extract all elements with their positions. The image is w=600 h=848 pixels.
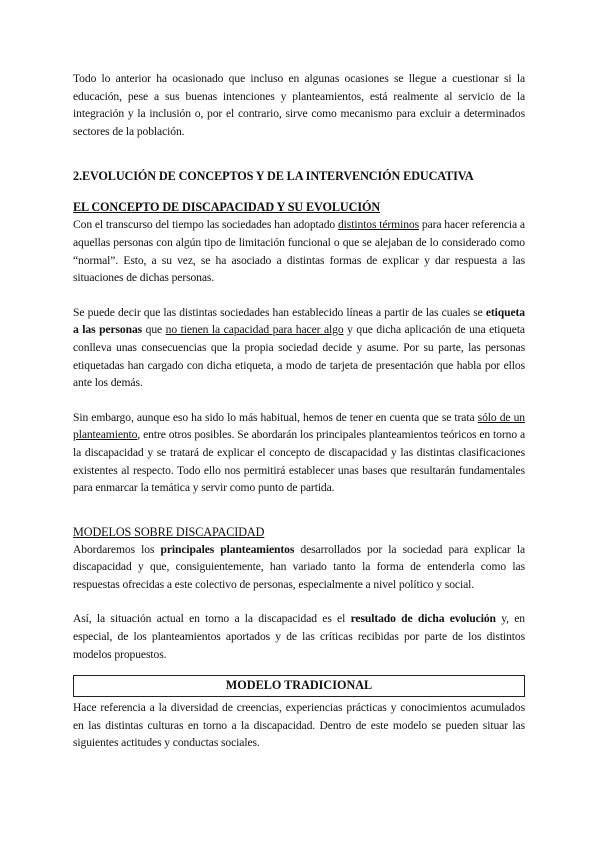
bold-term: resultado de dicha evolución — [350, 612, 496, 626]
modelos-paragraph-1 — [73, 541, 525, 594]
modelos-heading: MODELOS SOBRE DISCAPACIDAD — [73, 524, 265, 539]
bold-term: principales planteamientos — [160, 542, 295, 556]
text-run: Sin embargo, aunque eso ha sido lo más habitual, hemos de tener en cuenta que se trata — [73, 410, 478, 424]
concepto-heading: EL CONCEPTO DE DISCAPACIDAD Y SU EVOLUCIÓN — [73, 200, 381, 215]
text-run: para hacer referencia a aquellas personas con algún tipo de limitación funcional o que se alejaban de lo considerado como “normal”. Esto, a su vez, se ha asociado a distintas formas de explicar y dar respuesta a las situaciones de dichas personas. — [73, 218, 525, 285]
intro-paragraph: Todo lo anterior ha ocasionado que incluso en algunas ocasiones se llegue a cuestionar si la educación, pese a sus buenas intenciones y planteamientos, está realmente al servicio de la integración y la inclusión o, por el contrario, sirve como mecanismo para excluir a determinados sectores de la población. — [73, 72, 525, 138]
modelos-paragraph-2 — [73, 610, 525, 663]
text-run: , entre otros posibles. Se abordarán los principales planteamientos teóricos en torno a la discapacidad y se tratará de explicar el concepto de discapacidad y las distintas clasificaciones existentes al respecto. Todo ello nos permitirá establecer unas bases que resultarán fundamentales para enmarcar la temática y servir como punto de partida. — [73, 428, 525, 495]
text-run: Así, la situación actual en torno a la discapacidad es el — [73, 612, 351, 626]
modelo-tradicional-box: MODELO TRADICIONAL — [73, 675, 525, 697]
text-run: y, en especial, de los planteamientos aportados y de las críticas recibidas por parte de los distintos modelos propuestos. — [73, 612, 525, 661]
bold-term: etiqueta a las personas — [73, 305, 525, 337]
text-run: y que dicha aplicación de una etiqueta conlleva unas consecuencias que la propia sociedad decide y asume. Por su parte, las personas etiquetadas han cargado con dicha etiqueta, a modo de tarjeta de presentación que habla por ellos ante los demás. — [73, 323, 525, 390]
text-run: Abordaremos los — [73, 542, 161, 556]
document-page — [73, 70, 525, 752]
underlined-term: no tienen la capacidad para hacer algo — [165, 323, 344, 337]
text-run: desarrollados por la sociedad para explicar la discapacidad y que, consiguientemente, han variado tanto la forma de entenderla como las respuestas ofrecidas a este colectivo de personas, especialmente a nivel político y social. — [73, 542, 525, 591]
concepto-paragraph-1 — [73, 216, 525, 286]
text-run: Con el transcurso del tiempo las sociedades han adoptado — [73, 218, 338, 232]
text-run: Se puede decir que las distintas sociedades han establecido líneas a partir de las cuales se — [73, 305, 486, 319]
tradicional-paragraph: Hace referencia a la diversidad de creencias, experiencias prácticas y conocimientos acumulados en las distintas culturas en torno a la discapacidad. Dentro de este modelo se pueden situar las siguientes actitudes y conductas sociales. — [73, 701, 525, 750]
concepto-paragraph-2 — [73, 304, 525, 392]
underlined-term: distintos términos — [337, 218, 420, 232]
section-title: 2.EVOLUCIÓN DE CONCEPTOS Y DE LA INTERVENCIÓN EDUCATIVA — [73, 169, 474, 184]
text-run: que — [142, 323, 166, 337]
concepto-paragraph-3 — [73, 409, 525, 497]
underlined-term: sólo de un planteamiento — [73, 410, 525, 442]
